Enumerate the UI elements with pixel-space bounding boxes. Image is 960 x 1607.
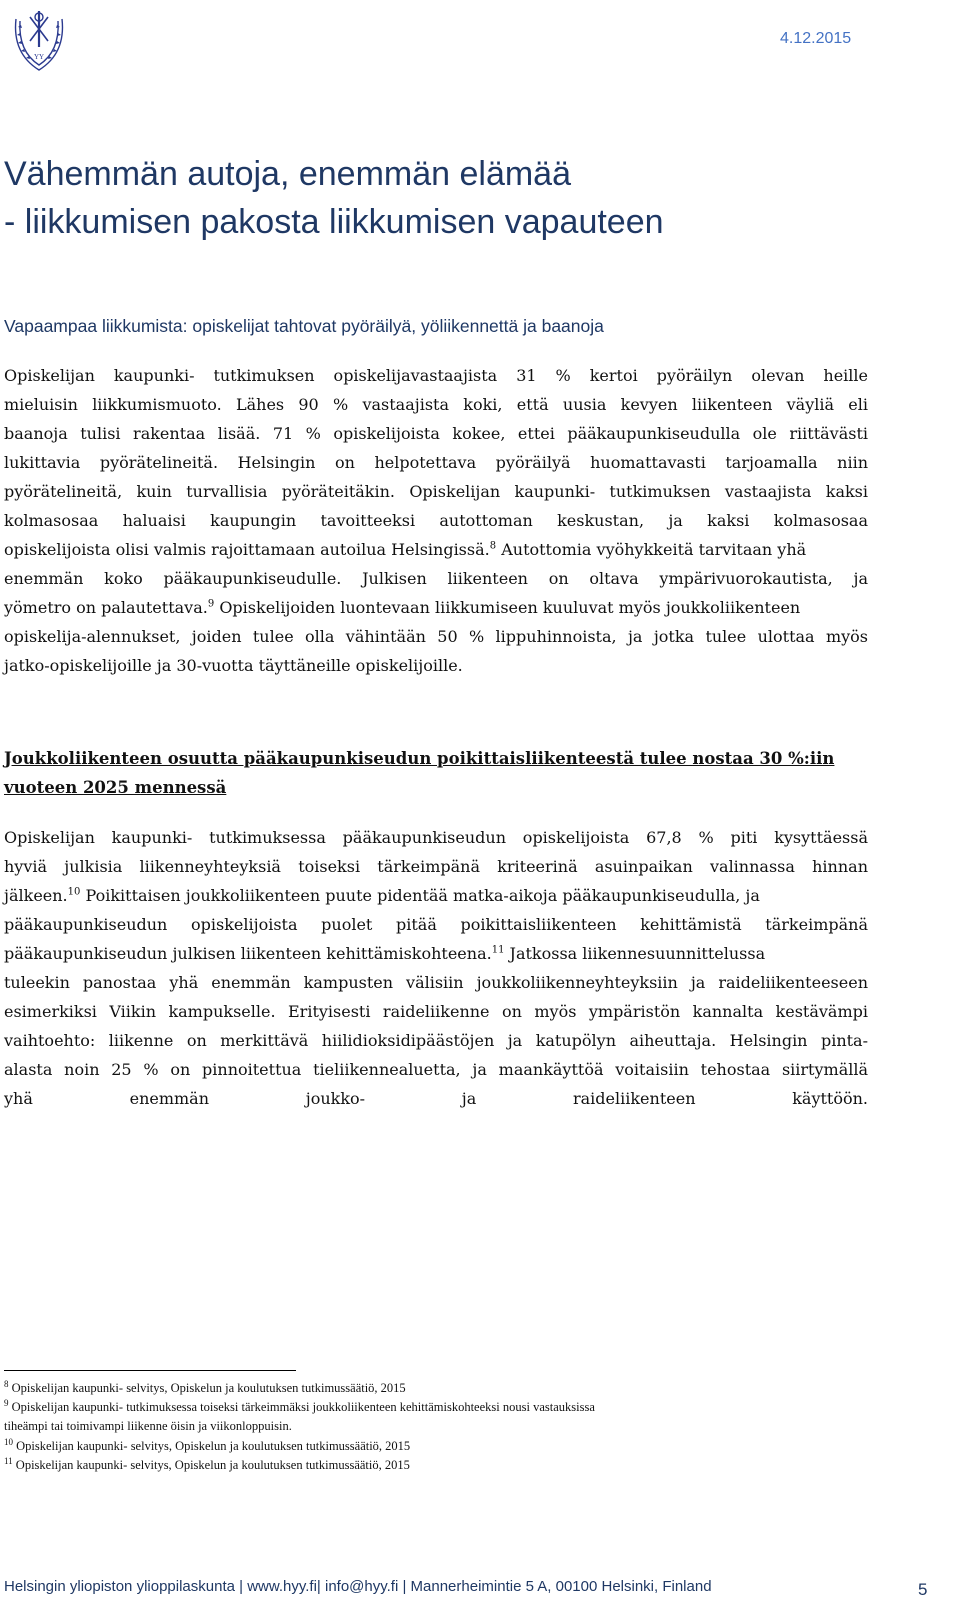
footnote-text: Opiskelijan kaupunki- selvitys, Opiskelun ja koulutuksen tutkimussäätiö, 2015 xyxy=(15,1458,410,1472)
paragraph-line: alasta noin 25 % on pinnoitettua tieliikennealuetta, ja maankäyttöä voitaisiin tehostaa siirtymällä xyxy=(4,1060,868,1079)
paragraph-line: baanoja tulisi rakentaa lisää. 71 % opiskelijoista kokee, ettei pääkaupunkiseudulla ole riittävästi xyxy=(4,424,868,443)
paragraph-text: yömetro on palautettava. xyxy=(4,598,208,617)
section1-paragraph xyxy=(4,361,868,680)
page-footer: Helsingin yliopiston ylioppilaskunta | www.hyy.fi| info@hyy.fi | Mannerheimintie 5 A, 00100 Helsinki, Finland xyxy=(4,1578,712,1595)
paragraph-text: opiskelijoista olisi valmis rajoittamaan autoilua Helsingissä. xyxy=(4,540,490,559)
paragraph-line xyxy=(4,939,868,968)
footnote-11 xyxy=(4,1456,864,1475)
svg-text:YY: YY xyxy=(33,53,45,61)
footnote-text: Opiskelijan kaupunki- tutkimuksessa toiseksi tärkeimmäksi joukkoliikenteen kehittämiskohteeksi nousi vastauksissa xyxy=(11,1400,595,1414)
section2-heading xyxy=(4,744,874,802)
paragraph-line: pääkaupunkiseudun opiskelijoista puolet pitää poikittaisliikenteen kehittämistä tärkeimpänä xyxy=(4,915,868,934)
paragraph-line: vaihtoehto: liikenne on merkittävä hiilidioksidipäästöjen ja katupölyn aiheuttaja. Helsingin pinta- xyxy=(4,1031,868,1050)
paragraph-text: Opiskelijoiden luontevaan liikkumiseen kuuluvat myös joukkoliikenteen xyxy=(219,598,801,617)
document-title-line2: - liikkumisen pakosta liikkumisen vapauteen xyxy=(4,203,664,241)
document-title-line1: Vähemmän autoja, enemmän elämää xyxy=(4,155,571,193)
footnote-ref-8[interactable]: 8 xyxy=(489,540,497,552)
paragraph-line: Opiskelijan kaupunki- tutkimuksen opiskelijavastaajista 31 % kertoi pyöräilyn olevan heille xyxy=(4,366,868,385)
document-date: 4.12.2015 xyxy=(780,30,852,47)
paragraph-line: tuleekin panostaa yhä enemmän kampusten välisiin joukkoliikenneyhteyksiin ja raideliikenteeseen xyxy=(4,973,868,992)
footnote-ref-10[interactable]: 10 xyxy=(67,886,81,898)
footnote-number: 11 xyxy=(4,1455,13,1466)
page-number: 5 xyxy=(918,1580,928,1599)
paragraph-line: enemmän koko pääkaupunkiseudulle. Julkisen liikenteen on oltava ympärivuorokautista, ja xyxy=(4,569,868,588)
footnote-9 xyxy=(4,1398,864,1436)
paragraph-text: Autottomia vyöhykkeitä tarvitaan yhä xyxy=(501,540,807,559)
footnote-10 xyxy=(4,1437,864,1456)
footnote-ref-11[interactable]: 11 xyxy=(491,944,505,956)
paragraph-text: Poikittaisen joukkoliikenteen puute pidentää matka-aikoja pääkaupunkiseudulla, ja xyxy=(85,886,760,905)
paragraph-line xyxy=(4,535,868,564)
section2-heading-line2: vuoteen 2025 mennessä xyxy=(4,778,227,797)
paragraph-text: Jatkossa liikennesuunnittelussa xyxy=(509,944,766,963)
paragraph-line xyxy=(4,881,868,910)
footnote-text: Opiskelijan kaupunki- selvitys, Opiskelun ja koulutuksen tutkimussäätiö, 2015 xyxy=(11,1381,406,1395)
footnote-text: Opiskelijan kaupunki- selvitys, Opiskelun ja koulutuksen tutkimussäätiö, 2015 xyxy=(16,1439,411,1453)
paragraph-line: mieluisin liikkumismuoto. Lähes 90 % vastaajista koki, että uusia kevyen liikenteen väyliä eli xyxy=(4,395,868,414)
footnote-ref-9[interactable]: 9 xyxy=(207,598,215,610)
paragraph-line: Opiskelijan kaupunki- tutkimuksessa pääkaupunkiseudun opiskelijoista 67,8 % piti kysyttäessä xyxy=(4,828,868,847)
paragraph-line: hyviä julkisia liikenneyhteyksiä toiseksi tärkeimpänä kriteerinä asuinpaikan valinnassa hinnan xyxy=(4,857,868,876)
paragraph-line: pyörätelineitä, kuin turvallisia pyöräteitäkin. Opiskelijan kaupunki- tutkimuksen vastaajista kaksi xyxy=(4,482,868,501)
footnote-text: tiheämpi tai toimivampi liikenne öisin ja viikonloppuisin. xyxy=(4,1419,292,1433)
paragraph-line: kolmasosaa haluaisi kaupungin tavoitteeksi autottoman keskustan, ja kaksi kolmasosaa xyxy=(4,511,868,530)
paragraph-text: jälkeen. xyxy=(4,886,68,905)
paragraph-line: lukittavia pyörätelineitä. Helsingin on helpotettava pyöräilyä huomattavasti tarjoamalla niin xyxy=(4,453,868,472)
paragraph-line: yhä enemmän joukko- ja raideliikenteen käyttöön. xyxy=(4,1089,868,1108)
section1-heading: Vapaampaa liikkumista: opiskelijat tahtovat pyöräilyä, yöliikennettä ja baanoja xyxy=(4,316,604,336)
footnote-number: 8 xyxy=(4,1378,9,1389)
section2-paragraph xyxy=(4,823,868,1113)
paragraph-line: esimerkiksi Viikin kampukselle. Erityisesti raideliikenne on myös ympäristön kannalta kestävämpi xyxy=(4,1002,868,1021)
paragraph-text: pääkaupunkiseudun julkisen liikenteen kehittämiskohteena. xyxy=(4,944,492,963)
paragraph-line: jatko-opiskelijoille ja 30-vuotta täyttäneille opiskelijoille. xyxy=(4,656,463,675)
footnote-number: 10 xyxy=(4,1436,13,1447)
paragraph-line xyxy=(4,593,868,622)
footnote-number: 9 xyxy=(4,1397,9,1408)
footnote-8 xyxy=(4,1379,864,1398)
hyy-seal-logo-icon xyxy=(10,7,68,73)
section2-heading-line1: Joukkoliikenteen osuutta pääkaupunkiseudun poikittaisliikenteestä tulee nostaa 30 %:iin xyxy=(4,749,835,768)
footnote-separator xyxy=(4,1370,296,1371)
paragraph-line: opiskelija-alennukset, joiden tulee olla vähintään 50 % lippuhinnoista, ja jotka tulee ulottaa myös xyxy=(4,627,868,646)
